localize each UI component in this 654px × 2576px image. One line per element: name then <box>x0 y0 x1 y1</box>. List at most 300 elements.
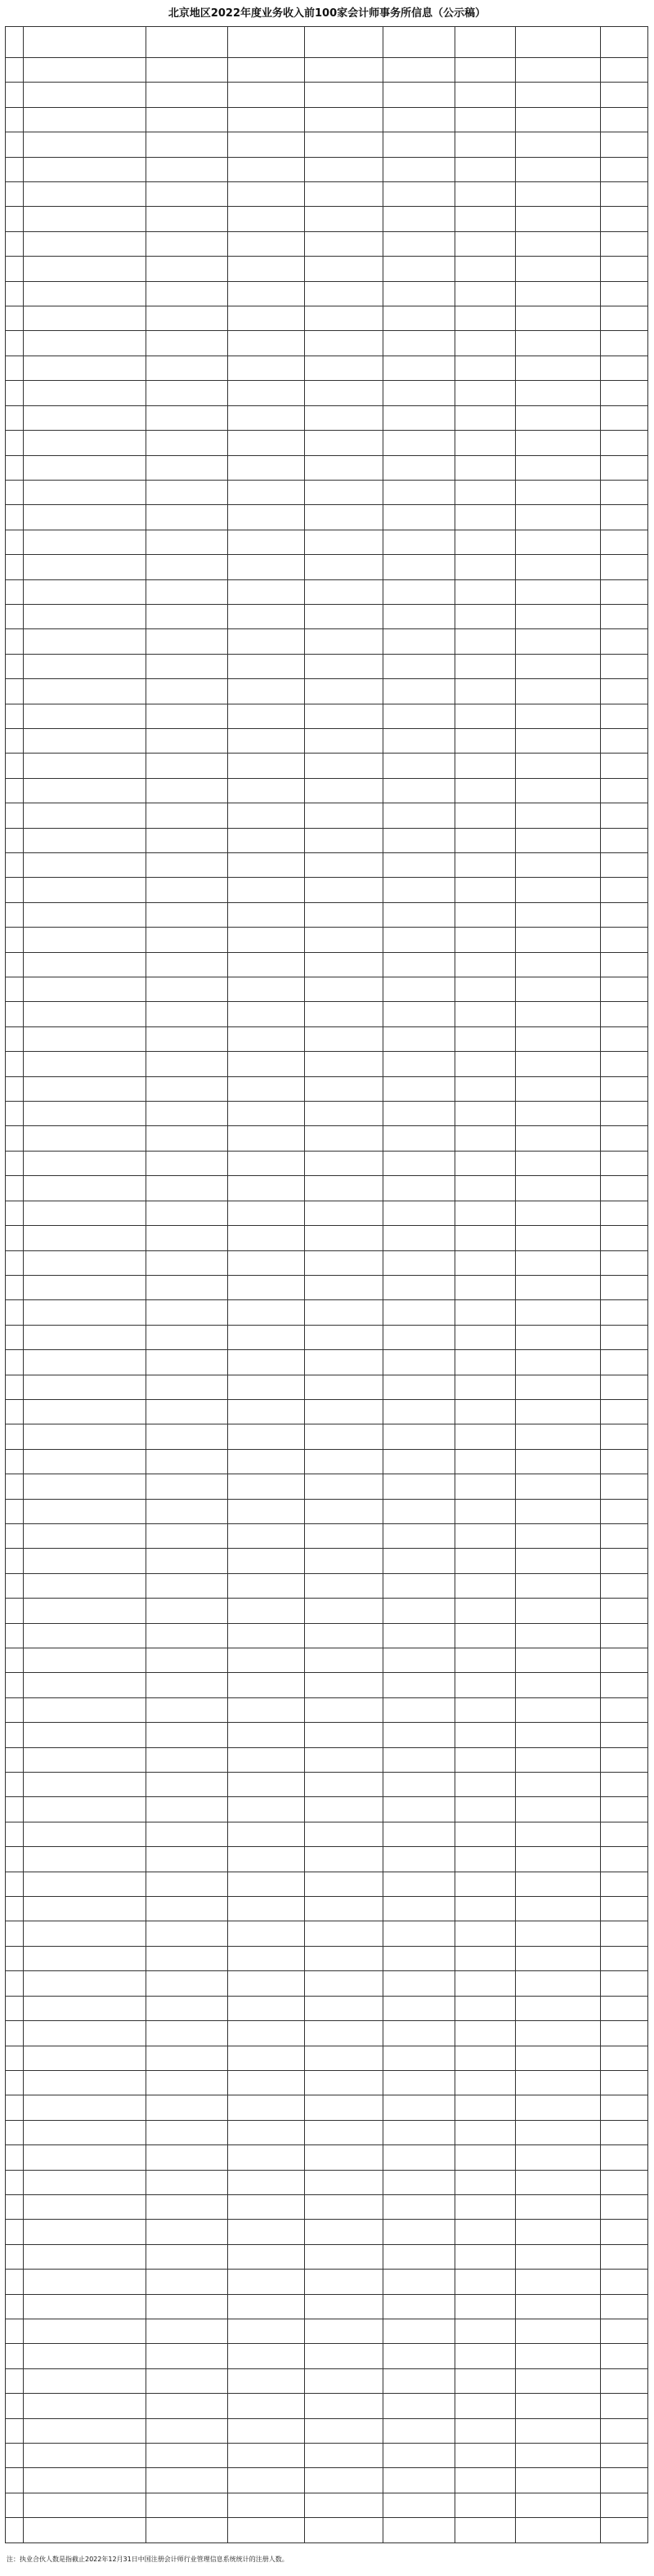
cell-partner-count <box>601 1126 648 1151</box>
cell-firm-name <box>24 2145 146 2170</box>
table-row <box>6 1449 648 1474</box>
cell-capital-verification-revenue <box>455 1723 516 1747</box>
table-row <box>6 1747 648 1772</box>
table-row <box>6 778 648 803</box>
cell-other-revenue <box>516 1573 601 1598</box>
cell-other-revenue <box>516 431 601 455</box>
cell-rank <box>6 1102 24 1126</box>
cell-capital-verification-revenue <box>455 2095 516 2120</box>
cell-partner-count <box>601 2046 648 2070</box>
cell-other-revenue <box>516 381 601 405</box>
cell-rank <box>6 952 24 977</box>
cell-total-revenue <box>146 1201 228 1225</box>
cell-internal-control-audit-revenue <box>383 2468 455 2493</box>
cell-special-audit-revenue <box>305 58 383 83</box>
cell-partner-count <box>601 704 648 728</box>
cell-partner-count <box>601 2319 648 2343</box>
cell-capital-verification-revenue <box>455 2493 516 2517</box>
cell-partner-count <box>601 1797 648 1822</box>
cell-other-revenue <box>516 1449 601 1474</box>
cell-capital-verification-revenue <box>455 257 516 281</box>
cell-special-audit-revenue <box>305 356 383 380</box>
cell-other-revenue <box>516 1399 601 1424</box>
cell-internal-control-audit-revenue <box>383 977 455 1002</box>
cell-special-audit-revenue <box>305 2095 383 2120</box>
cell-total-revenue <box>146 2319 228 2343</box>
cell-rank <box>6 1002 24 1026</box>
cell-partner-count <box>601 1697 648 1722</box>
table-row <box>6 1102 648 1126</box>
cell-special-audit-revenue <box>305 2220 383 2244</box>
cell-partner-count <box>601 629 648 654</box>
cell-total-revenue <box>146 530 228 554</box>
cell-rank <box>6 2368 24 2393</box>
cell-internal-control-audit-revenue <box>383 2294 455 2319</box>
table-row <box>6 2294 648 2319</box>
cell-capital-verification-revenue <box>455 381 516 405</box>
cell-special-audit-revenue <box>305 1723 383 1747</box>
cell-fs-audit-revenue <box>228 853 305 878</box>
cell-firm-name <box>24 1673 146 1697</box>
table-row <box>6 2368 648 2393</box>
cell-firm-name <box>24 604 146 628</box>
table-row <box>6 902 648 927</box>
cell-total-revenue <box>146 2493 228 2517</box>
cell-other-revenue <box>516 1275 601 1299</box>
cell-capital-verification-revenue <box>455 2220 516 2244</box>
cell-total-revenue <box>146 654 228 678</box>
cell-internal-control-audit-revenue <box>383 2244 455 2269</box>
cell-fs-audit-revenue <box>228 878 305 902</box>
cell-capital-verification-revenue <box>455 83 516 107</box>
cell-capital-verification-revenue <box>455 1250 516 1275</box>
table-row <box>6 1226 648 1250</box>
cell-other-revenue <box>516 2244 601 2269</box>
cell-fs-audit-revenue <box>228 1872 305 1896</box>
cell-capital-verification-revenue <box>455 1697 516 1722</box>
cell-firm-name <box>24 2444 146 2468</box>
table-row <box>6 2270 648 2294</box>
cell-other-revenue <box>516 1921 601 1946</box>
cell-firm-name <box>24 977 146 1002</box>
cell-rank <box>6 1449 24 1474</box>
cell-partner-count <box>601 977 648 1002</box>
table-row <box>6 2170 648 2194</box>
cell-rank <box>6 2319 24 2343</box>
cell-total-revenue <box>146 1897 228 1921</box>
cell-special-audit-revenue <box>305 1250 383 1275</box>
cell-internal-control-audit-revenue <box>383 828 455 852</box>
cell-total-revenue <box>146 1971 228 1996</box>
cell-special-audit-revenue <box>305 1275 383 1299</box>
cell-rank <box>6 1076 24 1101</box>
cell-partner-count <box>601 555 648 579</box>
cell-total-revenue <box>146 1996 228 2020</box>
cell-rank <box>6 2046 24 2070</box>
cell-firm-name <box>24 579 146 604</box>
cell-partner-count <box>601 1375 648 1399</box>
cell-partner-count <box>601 1971 648 1996</box>
table-row <box>6 231 648 256</box>
cell-special-audit-revenue <box>305 257 383 281</box>
cell-internal-control-audit-revenue <box>383 654 455 678</box>
cell-capital-verification-revenue <box>455 803 516 828</box>
cell-firm-name <box>24 728 146 753</box>
cell-internal-control-audit-revenue <box>383 555 455 579</box>
cell-other-revenue <box>516 1226 601 1250</box>
cell-partner-count <box>601 1847 648 1872</box>
cell-fs-audit-revenue <box>228 828 305 852</box>
cell-total-revenue <box>146 1275 228 1299</box>
cell-internal-control-audit-revenue <box>383 1151 455 1175</box>
cell-firm-name <box>24 2170 146 2194</box>
cell-partner-count <box>601 1897 648 1921</box>
table-row <box>6 853 648 878</box>
cell-rank <box>6 83 24 107</box>
cell-other-revenue <box>516 1474 601 1499</box>
cell-other-revenue <box>516 604 601 628</box>
cell-rank <box>6 2021 24 2046</box>
cell-internal-control-audit-revenue <box>383 928 455 952</box>
table-row <box>6 1897 648 1921</box>
cell-firm-name <box>24 1076 146 1101</box>
cell-special-audit-revenue <box>305 2368 383 2393</box>
cell-other-revenue <box>516 1052 601 1076</box>
cell-fs-audit-revenue <box>228 1946 305 1970</box>
cell-other-revenue <box>516 1623 601 1648</box>
cell-other-revenue <box>516 778 601 803</box>
cell-capital-verification-revenue <box>455 405 516 430</box>
cell-total-revenue <box>146 1797 228 1822</box>
cell-capital-verification-revenue <box>455 2294 516 2319</box>
cell-capital-verification-revenue <box>455 977 516 1002</box>
cell-firm-name <box>24 306 146 331</box>
table-row <box>6 1921 648 1946</box>
cell-firm-name <box>24 1375 146 1399</box>
cell-internal-control-audit-revenue <box>383 431 455 455</box>
cell-special-audit-revenue <box>305 2294 383 2319</box>
cell-special-audit-revenue <box>305 952 383 977</box>
cell-other-revenue <box>516 231 601 256</box>
cell-rank <box>6 132 24 157</box>
cell-special-audit-revenue <box>305 778 383 803</box>
cell-fs-audit-revenue <box>228 1797 305 1822</box>
cell-firm-name <box>24 182 146 207</box>
cell-other-revenue <box>516 2270 601 2294</box>
cell-total-revenue <box>146 1623 228 1648</box>
table-row <box>6 579 648 604</box>
cell-other-revenue <box>516 579 601 604</box>
cell-special-audit-revenue <box>305 902 383 927</box>
cell-firm-name <box>24 853 146 878</box>
header-internal-control-audit-revenue <box>383 27 455 58</box>
cell-partner-count <box>601 182 648 207</box>
cell-fs-audit-revenue <box>228 1102 305 1126</box>
cell-fs-audit-revenue <box>228 2319 305 2343</box>
cell-internal-control-audit-revenue <box>383 306 455 331</box>
cell-total-revenue <box>146 2344 228 2368</box>
cell-rank <box>6 257 24 281</box>
cell-other-revenue <box>516 107 601 132</box>
cell-rank <box>6 2493 24 2517</box>
cell-other-revenue <box>516 356 601 380</box>
cell-firm-name <box>24 2344 146 2368</box>
cell-firm-name <box>24 1847 146 1872</box>
cell-partner-count <box>601 2095 648 2120</box>
table-row <box>6 728 648 753</box>
cell-partner-count <box>601 604 648 628</box>
cell-special-audit-revenue <box>305 2394 383 2418</box>
cell-other-revenue <box>516 83 601 107</box>
cell-partner-count <box>601 803 648 828</box>
cell-firm-name <box>24 952 146 977</box>
table-row <box>6 2120 648 2144</box>
cell-partner-count <box>601 2270 648 2294</box>
cell-total-revenue <box>146 1002 228 1026</box>
cell-other-revenue <box>516 1872 601 1896</box>
cell-fs-audit-revenue <box>228 2244 305 2269</box>
cell-capital-verification-revenue <box>455 356 516 380</box>
cell-fs-audit-revenue <box>228 83 305 107</box>
cell-internal-control-audit-revenue <box>383 381 455 405</box>
cell-special-audit-revenue <box>305 1375 383 1399</box>
cell-special-audit-revenue <box>305 1747 383 1772</box>
table-row <box>6 1250 648 1275</box>
cell-total-revenue <box>146 2046 228 2070</box>
cell-special-audit-revenue <box>305 853 383 878</box>
cell-total-revenue <box>146 2418 228 2443</box>
cell-rank <box>6 2095 24 2120</box>
table-row <box>6 83 648 107</box>
cell-fs-audit-revenue <box>228 1350 305 1375</box>
cell-other-revenue <box>516 1822 601 1846</box>
cell-total-revenue <box>146 1723 228 1747</box>
cell-partner-count <box>601 1250 648 1275</box>
cell-other-revenue <box>516 952 601 977</box>
cell-rank <box>6 1424 24 1449</box>
cell-fs-audit-revenue <box>228 132 305 157</box>
cell-firm-name <box>24 1623 146 1648</box>
cell-capital-verification-revenue <box>455 1996 516 2020</box>
cell-capital-verification-revenue <box>455 555 516 579</box>
cell-rank <box>6 2344 24 2368</box>
cell-fs-audit-revenue <box>228 1325 305 1349</box>
cell-firm-name <box>24 2244 146 2269</box>
cell-capital-verification-revenue <box>455 231 516 256</box>
cell-total-revenue <box>146 878 228 902</box>
cell-total-revenue <box>146 2394 228 2418</box>
cell-special-audit-revenue <box>305 306 383 331</box>
table-row <box>6 2319 648 2343</box>
cell-fs-audit-revenue <box>228 778 305 803</box>
cell-partner-count <box>601 2394 648 2418</box>
cell-fs-audit-revenue <box>228 902 305 927</box>
cell-internal-control-audit-revenue <box>383 1996 455 2020</box>
cell-rank <box>6 1697 24 1722</box>
cell-firm-name <box>24 356 146 380</box>
cell-other-revenue <box>516 530 601 554</box>
cell-capital-verification-revenue <box>455 629 516 654</box>
cell-capital-verification-revenue <box>455 2145 516 2170</box>
cell-firm-name <box>24 257 146 281</box>
cell-rank <box>6 1549 24 1573</box>
header-rank <box>6 27 24 58</box>
cell-rank <box>6 1201 24 1225</box>
cell-special-audit-revenue <box>305 1052 383 1076</box>
table-row <box>6 1797 648 1822</box>
cell-firm-name <box>24 2518 146 2543</box>
cell-firm-name <box>24 2194 146 2219</box>
cell-capital-verification-revenue <box>455 2120 516 2144</box>
cell-partner-count <box>601 1723 648 1747</box>
cell-partner-count <box>601 1996 648 2020</box>
table-header-row <box>6 27 648 58</box>
cell-special-audit-revenue <box>305 679 383 704</box>
cell-total-revenue <box>146 2145 228 2170</box>
cell-special-audit-revenue <box>305 1523 383 1548</box>
cell-capital-verification-revenue <box>455 455 516 480</box>
cell-fs-audit-revenue <box>228 728 305 753</box>
header-fs-audit-revenue <box>228 27 305 58</box>
cell-partner-count <box>601 2418 648 2443</box>
cell-total-revenue <box>146 1573 228 1598</box>
cell-internal-control-audit-revenue <box>383 1499 455 1523</box>
cell-rank <box>6 1673 24 1697</box>
cell-firm-name <box>24 2120 146 2144</box>
cell-capital-verification-revenue <box>455 1847 516 1872</box>
cell-internal-control-audit-revenue <box>383 1350 455 1375</box>
cell-other-revenue <box>516 1002 601 1026</box>
cell-internal-control-audit-revenue <box>383 1822 455 1846</box>
table-row <box>6 1648 648 1673</box>
cell-fs-audit-revenue <box>228 928 305 952</box>
cell-special-audit-revenue <box>305 604 383 628</box>
cell-internal-control-audit-revenue <box>383 2145 455 2170</box>
cell-partner-count <box>601 107 648 132</box>
cell-total-revenue <box>146 2095 228 2120</box>
cell-fs-audit-revenue <box>228 2145 305 2170</box>
cell-other-revenue <box>516 2444 601 2468</box>
cell-partner-count <box>601 231 648 256</box>
cell-rank <box>6 1996 24 2020</box>
cell-total-revenue <box>146 1126 228 1151</box>
cell-internal-control-audit-revenue <box>383 2194 455 2219</box>
cell-partner-count <box>601 2194 648 2219</box>
cell-internal-control-audit-revenue <box>383 132 455 157</box>
cell-other-revenue <box>516 455 601 480</box>
table-row <box>6 1599 648 1623</box>
cell-total-revenue <box>146 2294 228 2319</box>
cell-fs-audit-revenue <box>228 679 305 704</box>
cell-firm-name <box>24 1399 146 1424</box>
cell-firm-name <box>24 2021 146 2046</box>
cell-fs-audit-revenue <box>228 182 305 207</box>
cell-special-audit-revenue <box>305 828 383 852</box>
table-row <box>6 1499 648 1523</box>
cell-special-audit-revenue <box>305 157 383 181</box>
cell-internal-control-audit-revenue <box>383 1226 455 1250</box>
table-row <box>6 1573 648 1598</box>
table-row <box>6 1847 648 1872</box>
cell-special-audit-revenue <box>305 2493 383 2517</box>
cell-total-revenue <box>146 1549 228 1573</box>
cell-partner-count <box>601 505 648 530</box>
cell-rank <box>6 754 24 778</box>
cell-internal-control-audit-revenue <box>383 1176 455 1201</box>
cell-firm-name <box>24 2095 146 2120</box>
cell-capital-verification-revenue <box>455 2418 516 2443</box>
cell-capital-verification-revenue <box>455 1599 516 1623</box>
cell-fs-audit-revenue <box>228 2418 305 2443</box>
cell-rank <box>6 604 24 628</box>
cell-capital-verification-revenue <box>455 306 516 331</box>
cell-rank <box>6 1126 24 1151</box>
cell-fs-audit-revenue <box>228 1573 305 1598</box>
cell-firm-name <box>24 331 146 356</box>
cell-special-audit-revenue <box>305 107 383 132</box>
cell-firm-name <box>24 2368 146 2393</box>
cell-special-audit-revenue <box>305 505 383 530</box>
cell-internal-control-audit-revenue <box>383 1052 455 1076</box>
cell-fs-audit-revenue <box>228 2294 305 2319</box>
cell-other-revenue <box>516 2120 601 2144</box>
cell-fs-audit-revenue <box>228 431 305 455</box>
cell-firm-name <box>24 2418 146 2443</box>
cell-firm-name <box>24 231 146 256</box>
cell-fs-audit-revenue <box>228 2344 305 2368</box>
cell-rank <box>6 2418 24 2443</box>
cell-partner-count <box>601 1648 648 1673</box>
cell-internal-control-audit-revenue <box>383 629 455 654</box>
cell-fs-audit-revenue <box>228 1897 305 1921</box>
cell-internal-control-audit-revenue <box>383 2444 455 2468</box>
cell-other-revenue <box>516 58 601 83</box>
table-row <box>6 803 648 828</box>
cell-partner-count <box>601 1176 648 1201</box>
cell-rank <box>6 2070 24 2095</box>
cell-fs-audit-revenue <box>228 1226 305 1250</box>
cell-internal-control-audit-revenue <box>383 455 455 480</box>
cell-other-revenue <box>516 1126 601 1151</box>
table-row <box>6 2095 648 2120</box>
cell-fs-audit-revenue <box>228 405 305 430</box>
cell-special-audit-revenue <box>305 1822 383 1846</box>
cell-partner-count <box>601 2518 648 2543</box>
cell-rank <box>6 629 24 654</box>
cell-partner-count <box>601 1300 648 1325</box>
cell-total-revenue <box>146 455 228 480</box>
cell-fs-audit-revenue <box>228 2046 305 2070</box>
cell-internal-control-audit-revenue <box>383 1126 455 1151</box>
cell-partner-count <box>601 878 648 902</box>
cell-rank <box>6 207 24 231</box>
cell-total-revenue <box>146 1350 228 1375</box>
cell-partner-count <box>601 530 648 554</box>
cell-other-revenue <box>516 828 601 852</box>
cell-other-revenue <box>516 480 601 504</box>
cell-internal-control-audit-revenue <box>383 704 455 728</box>
header-partner-count <box>601 27 648 58</box>
cell-capital-verification-revenue <box>455 1026 516 1051</box>
cell-internal-control-audit-revenue <box>383 1375 455 1399</box>
cell-firm-name <box>24 1921 146 1946</box>
cell-rank <box>6 381 24 405</box>
cell-partner-count <box>601 306 648 331</box>
cell-rank <box>6 1375 24 1399</box>
cell-fs-audit-revenue <box>228 2194 305 2219</box>
cell-firm-name <box>24 902 146 927</box>
cell-rank <box>6 679 24 704</box>
